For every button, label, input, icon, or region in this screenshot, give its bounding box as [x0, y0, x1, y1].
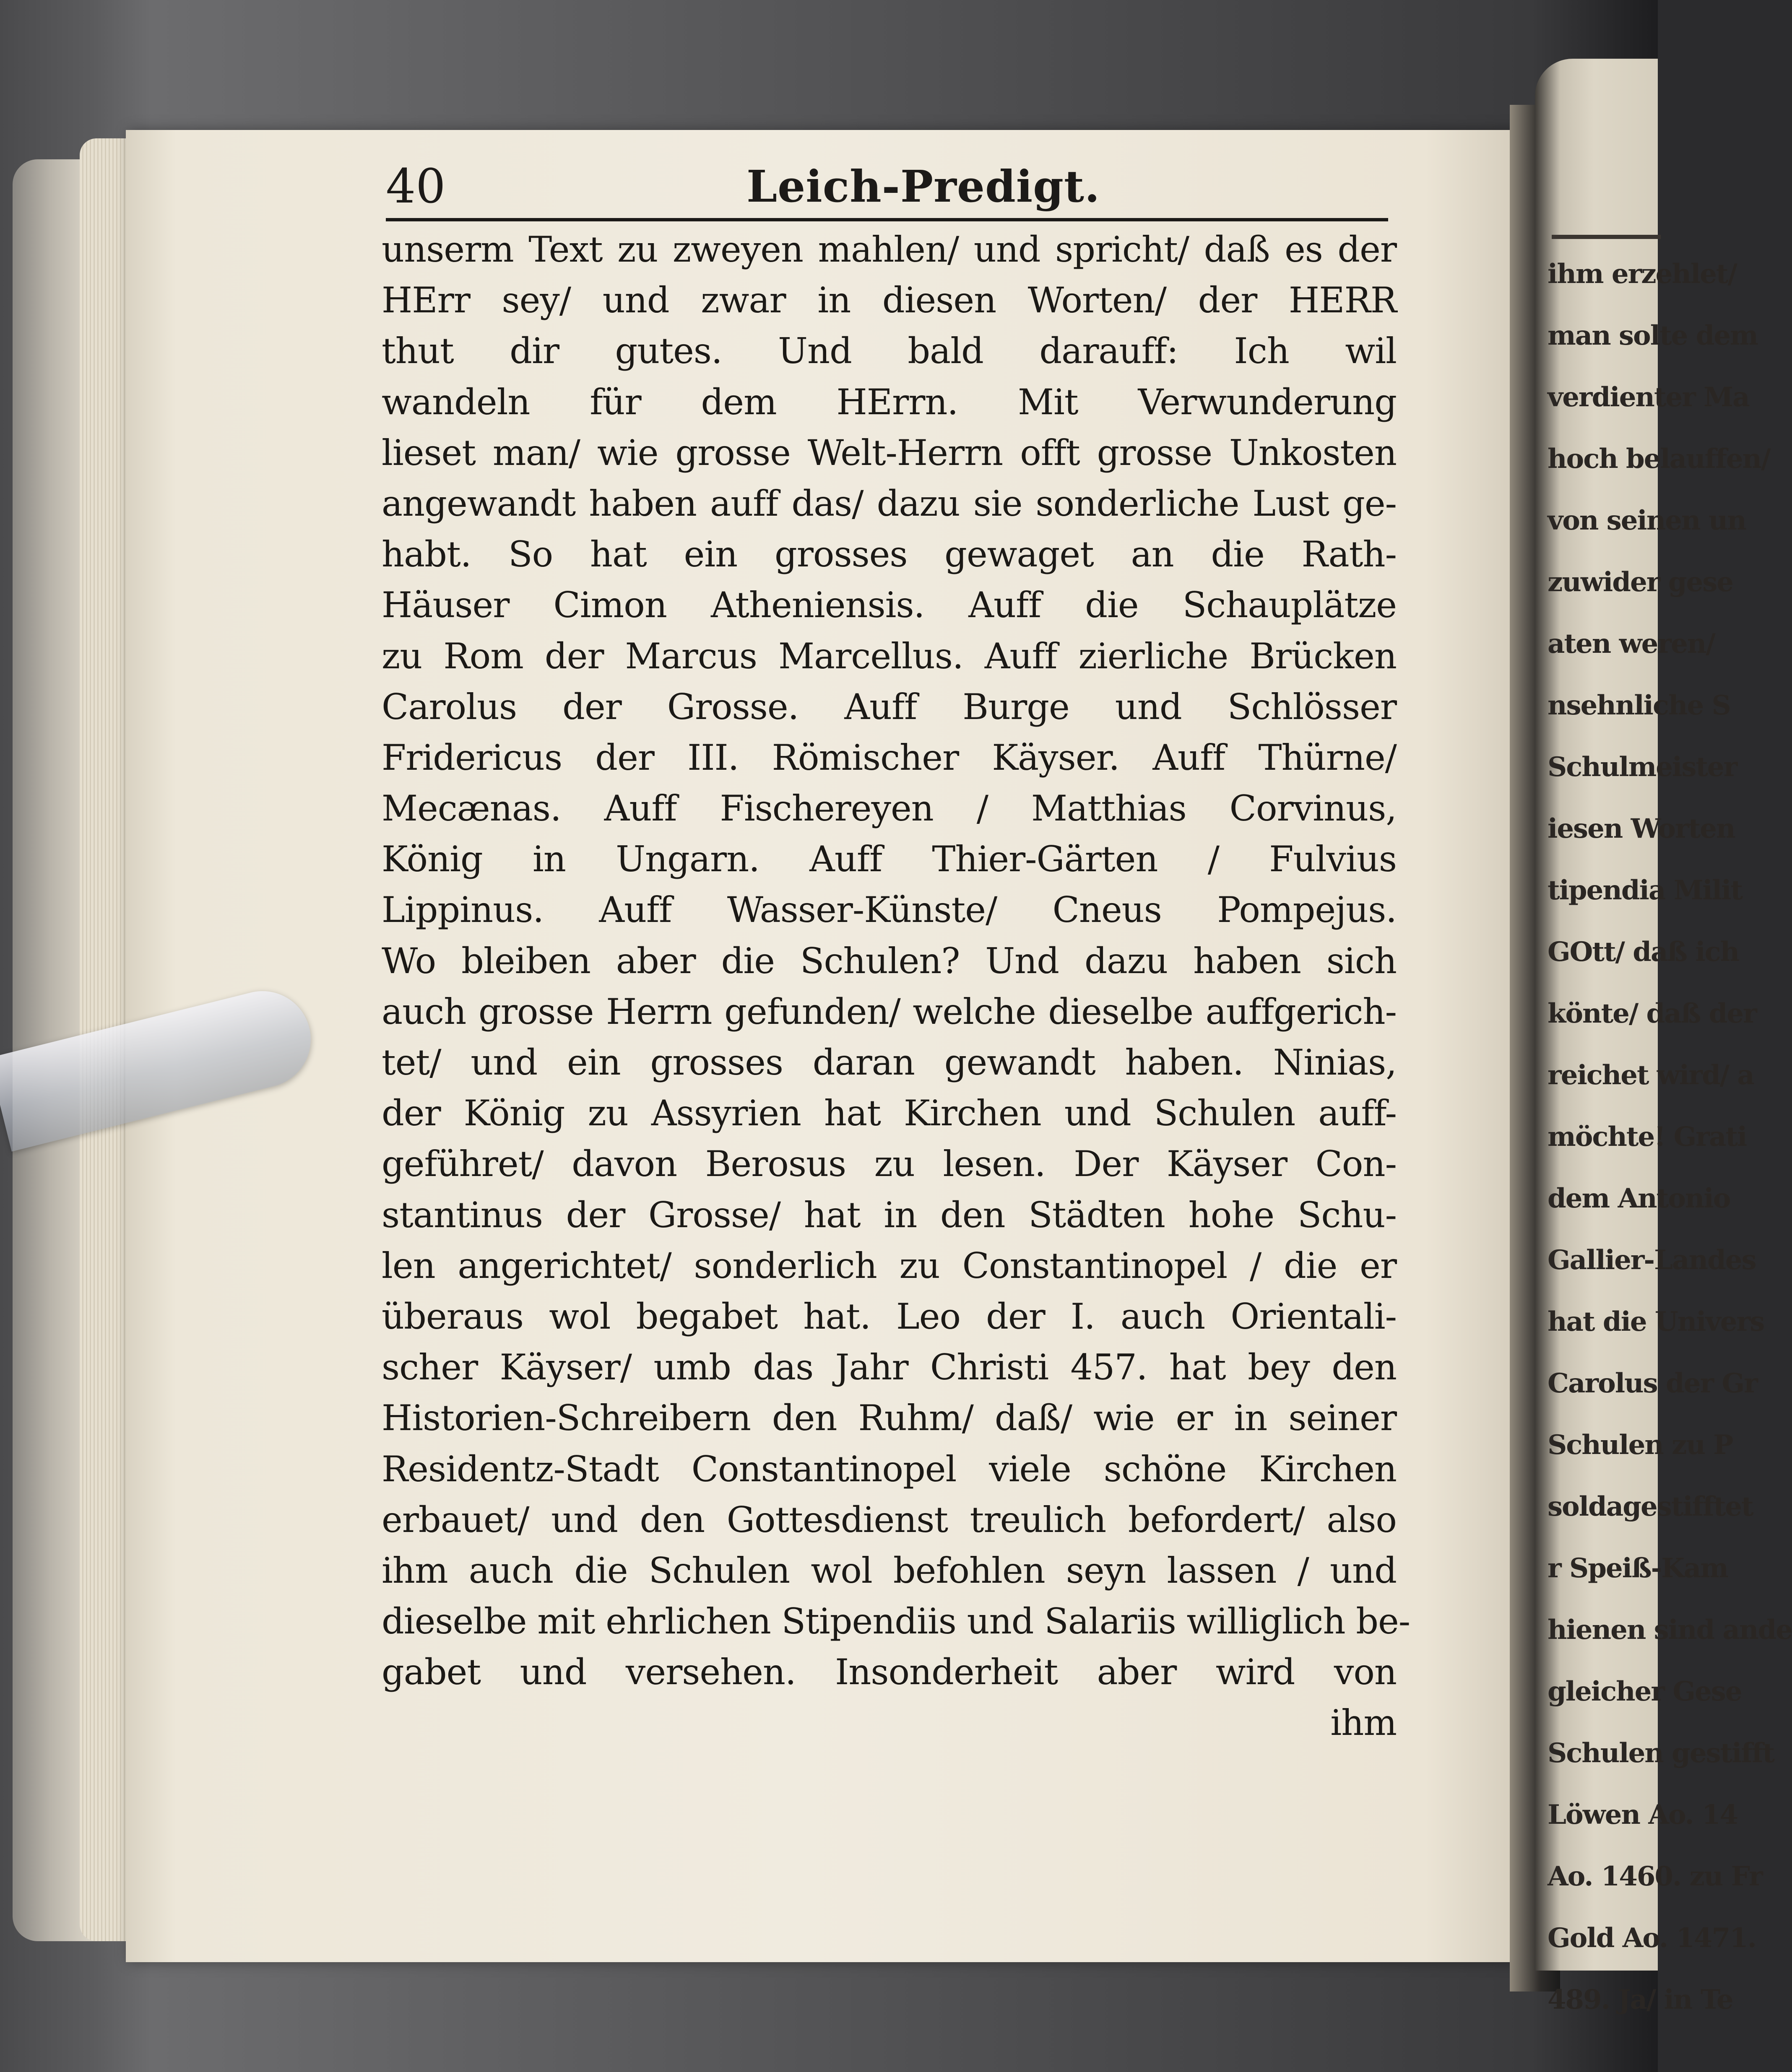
text-line: angewandt haben auff das/ dazu sie sonderliche Lust ge-: [382, 483, 1397, 524]
text-line: stantinus der Grosse/ hat in den Städten hohe Schu-: [382, 1194, 1397, 1236]
facing-text-line: soldagestifftet: [1548, 1491, 1753, 1522]
text-line: König in Ungarn. Auff Thier-Gärten / Fulvius: [382, 839, 1397, 880]
text-line: Carolus der Grosse. Auff Burge und Schlösser: [382, 686, 1397, 727]
facing-page-text: [1548, 243, 1792, 2030]
facing-text-line: Löwen Ao. 14: [1548, 1799, 1738, 1831]
text-line: scher Käyser/ umb das Jahr Christi 457. hat bey den: [382, 1347, 1397, 1388]
facing-text-line: man solte dem: [1548, 320, 1758, 351]
facing-text-line: Gold Ao. 1471.: [1548, 1922, 1756, 1954]
header-rule: [386, 218, 1388, 221]
text-line: zu Rom der Marcus Marcellus. Auff zierliche Brücken: [382, 635, 1397, 677]
text-line: erbauet/ und den Gottesdienst treulich befordert/ also: [382, 1499, 1397, 1540]
text-line: unserm Text zu zweyen mahlen/ und spricht/ daß es der: [382, 229, 1397, 270]
text-line: Lippinus. Auff Wasser-Künste/ Cneus Pompejus.: [382, 889, 1397, 931]
facing-page-header-rule: [1552, 235, 1661, 239]
text-line: habt. So hat ein grosses gewaget an die Rath-: [382, 534, 1397, 575]
text-line: wandeln für dem HErrn. Mit Verwunderung: [382, 381, 1397, 423]
facing-text-line: nsehnliche S: [1548, 690, 1730, 721]
facing-text-line: Schulmeister: [1548, 751, 1737, 783]
catchword: ihm: [1330, 1702, 1397, 1744]
facing-text-line: hoch belauffen/: [1548, 443, 1770, 475]
text-line: geführet/ davon Berosus zu lesen. Der Käyser Con-: [382, 1143, 1397, 1185]
facing-text-line: Ao. 1460. zu Fr: [1548, 1861, 1762, 1892]
facing-text-line: aten weren/: [1548, 628, 1715, 660]
text-line: Fridericus der III. Römischer Käyser. Auff Thürne/: [382, 737, 1397, 778]
text-line: Mecænas. Auff Fischereyen / Matthias Corvinus,: [382, 788, 1397, 829]
facing-text-line: Schulen gestifft: [1548, 1737, 1774, 1769]
body-text: [382, 224, 1410, 1749]
text-line: tet/ und ein grosses daran gewandt haben. Ninias,: [382, 1042, 1397, 1083]
text-line: len angerichtet/ sonderlich zu Constantinopel / die er: [382, 1245, 1397, 1286]
facing-text-line: ihm erzehlet/: [1548, 258, 1737, 290]
text-line: lieset man/ wie grosse Welt-Herrn offt grosse Unkosten: [382, 432, 1397, 473]
text-line: Residentz-Stadt Constantinopel viele schöne Kirchen: [382, 1448, 1397, 1490]
facing-text-line: r Speiß-Kam: [1548, 1553, 1728, 1584]
facing-text-line: Carolus der Gr: [1548, 1368, 1757, 1399]
facing-text-line: hat die Univers: [1548, 1306, 1764, 1337]
text-line: thut dir gutes. Und bald darauff: Ich wil: [382, 330, 1397, 372]
text-line: überaus wol begabet hat. Leo der I. auch Orientali-: [382, 1296, 1397, 1337]
page-number: 40: [386, 159, 446, 214]
facing-text-line: Gallier-Landes: [1548, 1244, 1756, 1276]
text-line: Historien-Schreibern den Ruhm/ daß/ wie er in seiner: [382, 1397, 1397, 1439]
facing-text-line: GOtt/ daß ich: [1548, 936, 1739, 968]
facing-text-line: reichet wird/ a: [1548, 1059, 1754, 1091]
facing-text-line: zuwider gese: [1548, 566, 1733, 598]
text-line: ihm auch die Schulen wol befohlen seyn lassen / und: [382, 1550, 1397, 1591]
facing-text-line: könte/ daß der: [1548, 998, 1756, 1029]
text-line: gabet und versehen. Insonderheit aber wird von: [382, 1651, 1397, 1693]
text-line: der König zu Assyrien hat Kirchen und Schulen auff-: [382, 1093, 1397, 1134]
facing-text-line: iesen Worten: [1548, 813, 1735, 844]
facing-text-line: von seinen un: [1548, 505, 1746, 536]
text-line: Wo bleiben aber die Schulen? Und dazu haben sich: [382, 940, 1397, 981]
facing-text-line: 489. Ja/ in Te: [1548, 1984, 1733, 2015]
text-line: auch grosse Herrn gefunden/ welche dieselbe auffgerich-: [382, 991, 1397, 1032]
facing-text-line: tipendia Milit: [1548, 875, 1743, 906]
text-line: dieselbe mit ehrlichen Stipendiis und Salariis williglich be-: [382, 1601, 1410, 1642]
facing-text-line: Schulen zu P: [1548, 1429, 1733, 1461]
facing-text-line: hienen sind ande: [1548, 1614, 1792, 1646]
page-header: [386, 155, 1392, 218]
facing-text-line: verdienter Ma: [1548, 382, 1749, 413]
facing-text-line: gleicher Gese: [1548, 1676, 1742, 1707]
running-head: Leich-Predigt.: [746, 161, 1100, 212]
facing-text-line: möchte! Grati: [1548, 1121, 1747, 1153]
text-line: Häuser Cimon Atheniensis. Auff die Schauplätze: [382, 584, 1397, 626]
text-line: HErr sey/ und zwar in diesen Worten/ der HERR: [382, 280, 1397, 321]
facing-text-line: dem Antonio: [1548, 1183, 1730, 1214]
facing-page-fragment: [1535, 59, 1792, 2015]
